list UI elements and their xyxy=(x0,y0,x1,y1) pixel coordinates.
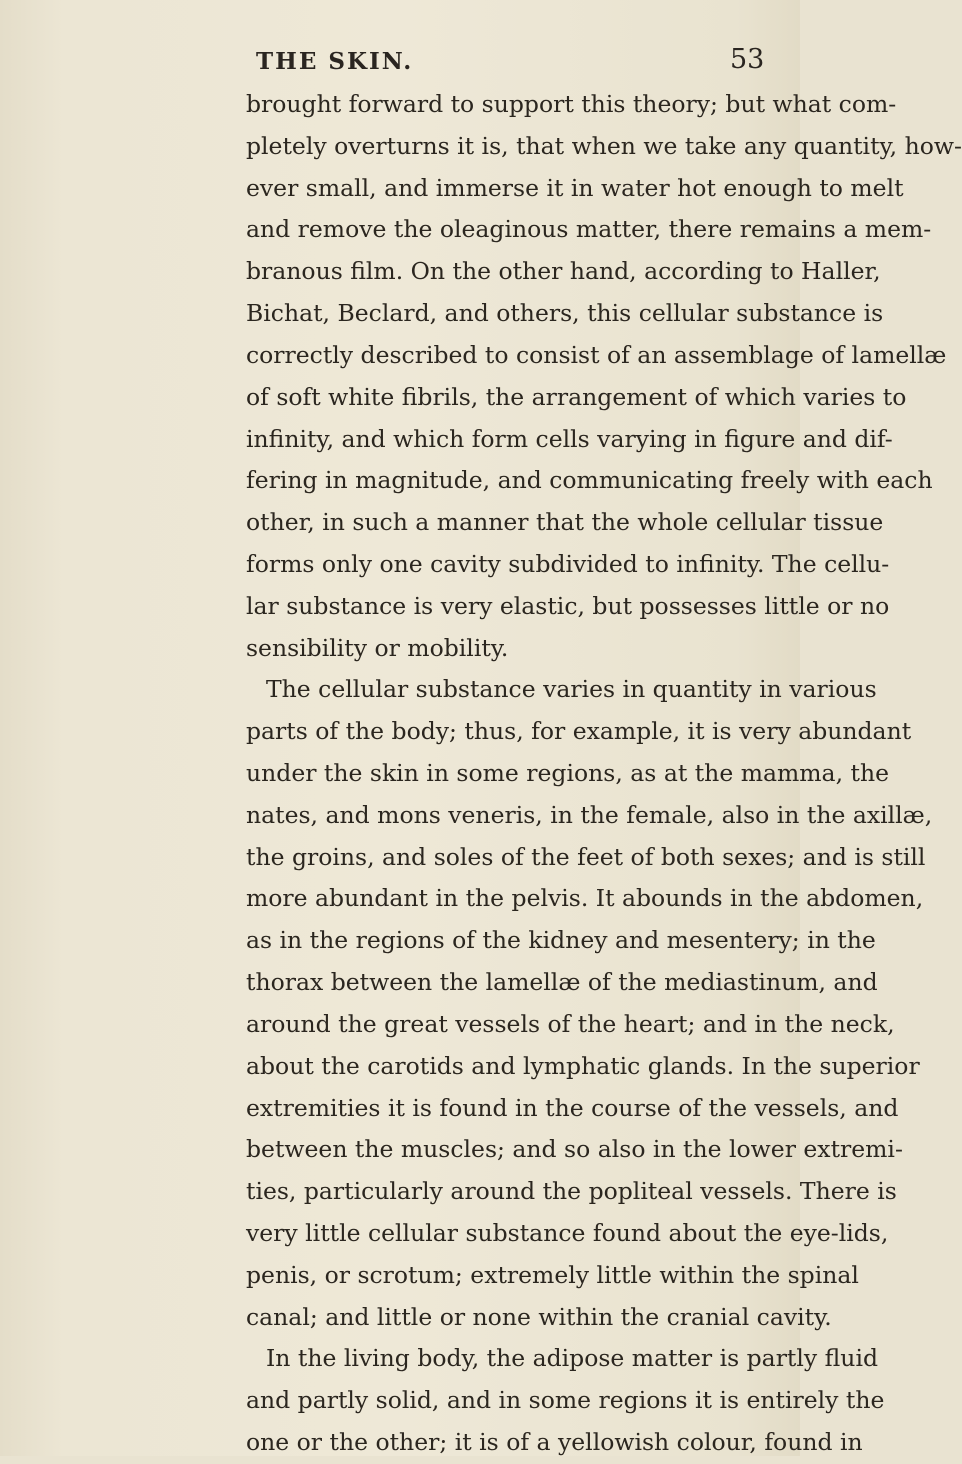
text-line: between the muscles; and so also in the lower extremi- xyxy=(246,1135,903,1164)
page-header xyxy=(0,22,800,75)
text-line: parts of the body; thus, for example, it is very abundant xyxy=(246,717,912,746)
text-line: lar substance is very elastic, but possesses little or no xyxy=(246,591,890,620)
text-line: infinity, and which form cells varying in figure and dif- xyxy=(246,424,893,453)
text-line: ever small, and immerse it in water hot enough to melt xyxy=(246,173,904,202)
text-line: In the living body, the adipose matter is partly fluid xyxy=(266,1344,878,1373)
text-line: ties, particularly around the popliteal vessels. There is xyxy=(246,1177,897,1206)
text-line: fering in magnitude, and communicating freely with each xyxy=(246,466,933,495)
text-line: one or the other; it is of a yellowish colour, found in xyxy=(246,1428,863,1456)
text-line: canal; and little or none within the cranial cavity. xyxy=(246,1302,832,1331)
text-line: and remove the oleaginous matter, there remains a mem- xyxy=(246,215,932,244)
text-line: of soft white fibrils, the arrangement of which varies to xyxy=(246,382,907,411)
text-line: pletely overturns it is, that when we take any quantity, how- xyxy=(246,131,962,160)
text-line: and partly solid, and in some regions it is entirely the xyxy=(246,1386,885,1415)
text-line: Bichat, Beclard, and others, this cellular substance is xyxy=(246,299,884,328)
text-line: as in the regions of the kidney and mesentery; in the xyxy=(246,926,876,955)
text-line: very little cellular substance found about the eye-lids, xyxy=(246,1218,889,1247)
text-line: other, in such a manner that the whole cellular tissue xyxy=(246,508,884,537)
text-line: penis, or scrotum; extremely little within the spinal xyxy=(246,1260,859,1289)
text-line: branous film. On the other hand, according to Haller, xyxy=(246,257,881,286)
text-line: the groins, and soles of the feet of both sexes; and is still xyxy=(246,842,926,871)
text-line: about the carotids and lymphatic glands. In the superior xyxy=(246,1051,920,1080)
page-number: 53 xyxy=(730,44,765,75)
text-line: forms only one cavity subdivided to infinity. The cellu- xyxy=(246,549,890,578)
text-line: correctly described to consist of an assemblage of lamellæ xyxy=(246,340,947,369)
text-line: extremities it is found in the course of the vessels, and xyxy=(246,1093,899,1122)
text-line: more abundant in the pelvis. It abounds in the abdomen, xyxy=(246,884,924,913)
text-line: sensibility or mobility. xyxy=(246,633,509,662)
running-head: THE SKIN. xyxy=(256,48,414,75)
text-line: around the great vessels of the heart; and in the neck, xyxy=(246,1009,895,1038)
text-line: brought forward to support this theory; but what com- xyxy=(246,90,897,118)
text-line: The cellular substance varies in quantity in various xyxy=(266,675,877,704)
text-line: thorax between the lamellæ of the mediastinum, and xyxy=(246,968,878,997)
text-line: under the skin in some regions, as at the mamma, the xyxy=(246,759,889,787)
text-line: nates, and mons veneris, in the female, also in the axillæ, xyxy=(246,800,933,829)
